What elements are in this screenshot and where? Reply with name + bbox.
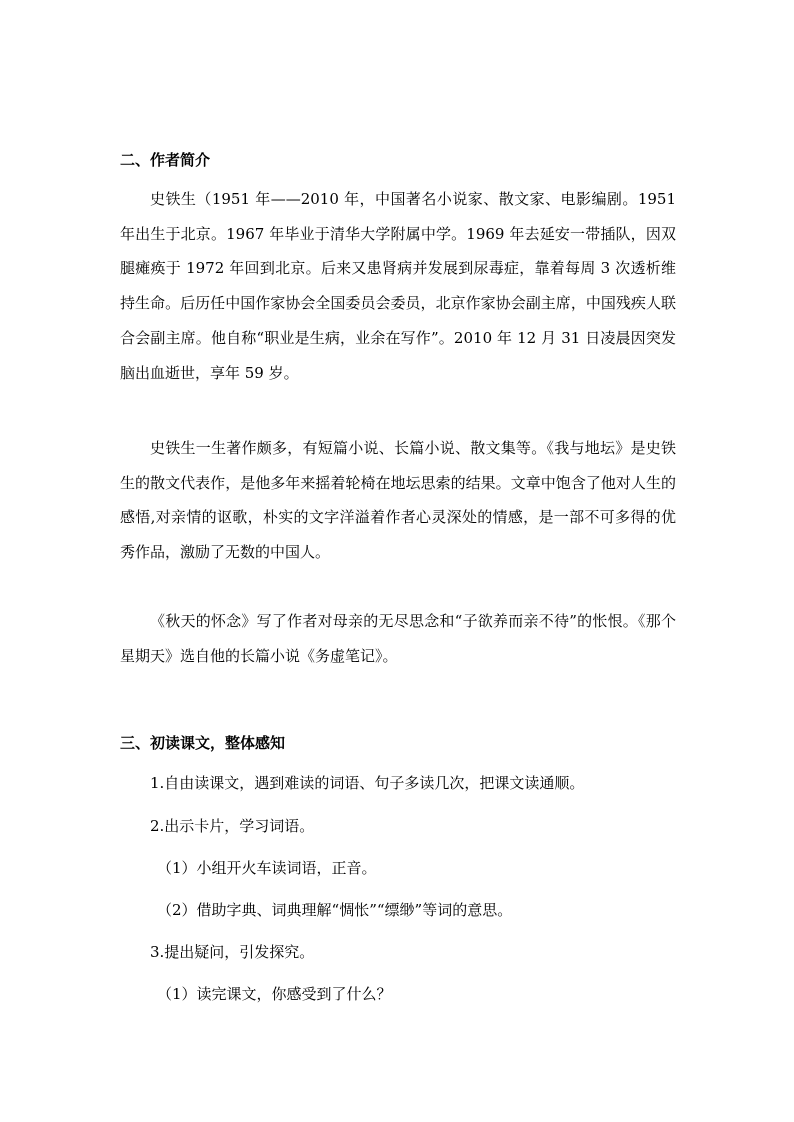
- list-item-feelings: （1）读完课文，你感受到了什么？: [157, 985, 392, 1003]
- list-item-ask-questions: 3.提出疑问，引发探究。: [150, 943, 315, 961]
- list-item-free-reading: 1.自由读课文，遇到难读的词语、句子多读几次，把课文读通顺。: [150, 774, 585, 792]
- paragraph-author-bio: 史铁生（1951 年——2010 年，中国著名小说家、散文家、电影编剧。1951 年出生于北京。1967 年毕业于清华大学附属中学。1969 年去延安一带插队，因双腿瘫痪于 1972 年回到北京。后来又患肾病并发展到尿毒症，靠着每周 3 次透析维持生命。后历任中国作家协会全国委员会委员，北京作家协会副主席，中国残疾人联合会副主席。他自称“职业是生病，业余在写作”。2010 年 12 月 31 日凌晨因突发脑出血逝世，享年 59 岁。: [120, 190, 676, 382]
- list-item-dictionary: （2）借助字典、词典理解“惆怅”“缥缈”等词的意思。: [157, 901, 513, 919]
- list-item-show-cards: 2.出示卡片，学习词语。: [150, 817, 315, 835]
- paragraph-related-works: 《秋天的怀念》写了作者对母亲的无尽思念和“子欲养而亲不待”的怅恨。《那个星期天》选自他的长篇小说《务虚笔记》。: [120, 612, 676, 665]
- section-heading-author-intro: 二、作者简介: [120, 151, 211, 169]
- list-item-group-reading: （1）小组开火车读词语，正音。: [157, 859, 377, 877]
- section-heading-first-reading: 三、初读课文，整体感知: [120, 734, 286, 752]
- paragraph-author-works: 史铁生一生著作颇多，有短篇小说、长篇小说、散文集等。《我与地坛》是史铁生的散文代表作，是他多年来摇着轮椅在地坛思索的结果。文章中饱含了他对人生的感悟,对亲情的讴歌，朴实的文字洋溢着作者心灵深处的情感，是一部不可多得的优秀作品，激励了无数的中国人。: [120, 439, 676, 562]
